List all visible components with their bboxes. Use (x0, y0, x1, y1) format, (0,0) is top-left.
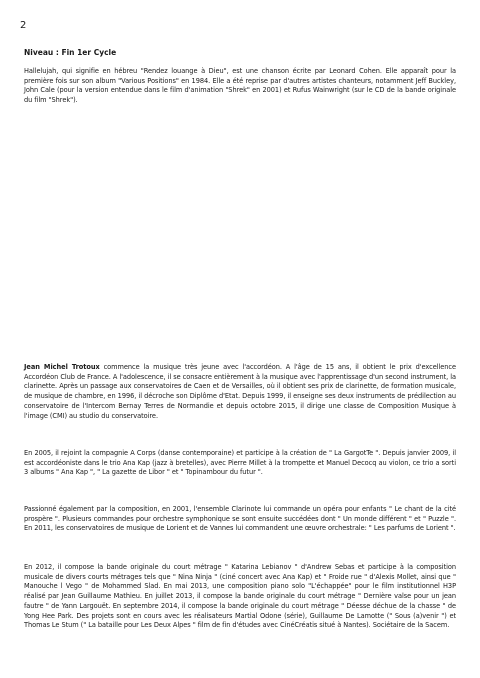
bio-paragraph-2: En 2005, il rejoint la compagnie A Corps (danse contemporaine) et participe à la création de " La GargotTe ". Depuis janvier 2009, il est accordéoniste dans le trio Ana Kap (jazz à bretelles), avec Pierre Millet à la trompette et Manuel Decocq au violon, ce trio a sorti 3 albums " Ana Kap ", " La gazette de Libor " et " Topinambour du futur ". (24, 449, 456, 477)
intro-paragraph: Hallelujah, qui signifie en hébreu "Rendez louange à Dieu", est une chanson écrite par Leonard Cohen. Elle apparaît pour la première fois sur son album "Various Positions" en 1984. Elle a été reprise par d'autres artistes chanteurs, notamment Jeff Buckley, John Cale (pour la version entendue dans le film d'animation "Shrek" en 2001) et Rufus Wainwright (sur le CD de la bande originale du film "Shrek"). (24, 67, 456, 105)
page-number: 2 (20, 20, 27, 31)
composer-name: Jean Michel Trotoux (24, 363, 100, 371)
bio-paragraph-1-text: commence la musique très jeune avec l'accordéon. A l'âge de 15 ans, il obtient le prix d'excellence Accordéon Club de France. A l'adolescence, il se consacre entièrement à la musique avec l'apprentissage d'un second instrument, la clarinette. Après un passage aux conservatoires de Caen et de Versailles, où il obtient ses prix de clarinette, de formation musicale, de musique de chambre, en 1996, il décroche son Diplôme d'Etat. Depuis 1999, il enseigne ses deux instruments de prédilection au conservatoire de l'Intercom Bernay Terres de Normandie et depuis octobre 2015, il dirige une classe de Composition Musique à l'image (CMI) au studio du conservatoire. (24, 363, 456, 420)
bio-paragraph-3: Passionné également par la composition, en 2001, l'ensemble Clarinote lui commande un opéra pour enfants " Le chant de la cité prospère ". Plusieurs commandes pour orchestre symphonique se sont ensuite succédées dont " Un monde différent " et " Puzzle ". En 2011, les conservatoires de musique de Lorient et de Vannes lui commandent une œuvre orchestrale: " Les parfums de Lorient ". (24, 505, 456, 533)
bio-paragraph-1 (24, 363, 456, 421)
bio-paragraph-4: En 2012, il compose la bande originale du court métrage " Katarina Lebianov " d'Andrew Sebas et participe à la composition musicale de divers courts métrages tels que " Nina Ninja " (ciné concert avec Ana Kap) et " Froide rue " d'Alexis Mollet, ainsi que " Manouche l Vego " de Mohammed Slad. En mai 2013, une composition piano solo "L'échappée" pour le film institutionnel H3P réalisé par Jean Guillaume Mathieu. En juillet 2013, il compose la bande originale du court métrage " Dernière valse pour un jean fautre " de Yann Largouët. En septembre 2014, il compose la bande originale du court métrage " Déesse déchue de la chasse " de Yong Hee Park. Des projets sont en cours avec les réalisateurs Martial Odone (série), Guillaume De Lamotte (" Sous (a)venir ") et Thomas Le Stum (" La bataille pour Les Deux Alpes " film de fin d'études avec CinéCréatis situé à Nantes). Sociétaire de la Sacem. (24, 563, 456, 630)
level-heading: Niveau : Fin 1er Cycle (24, 48, 117, 57)
